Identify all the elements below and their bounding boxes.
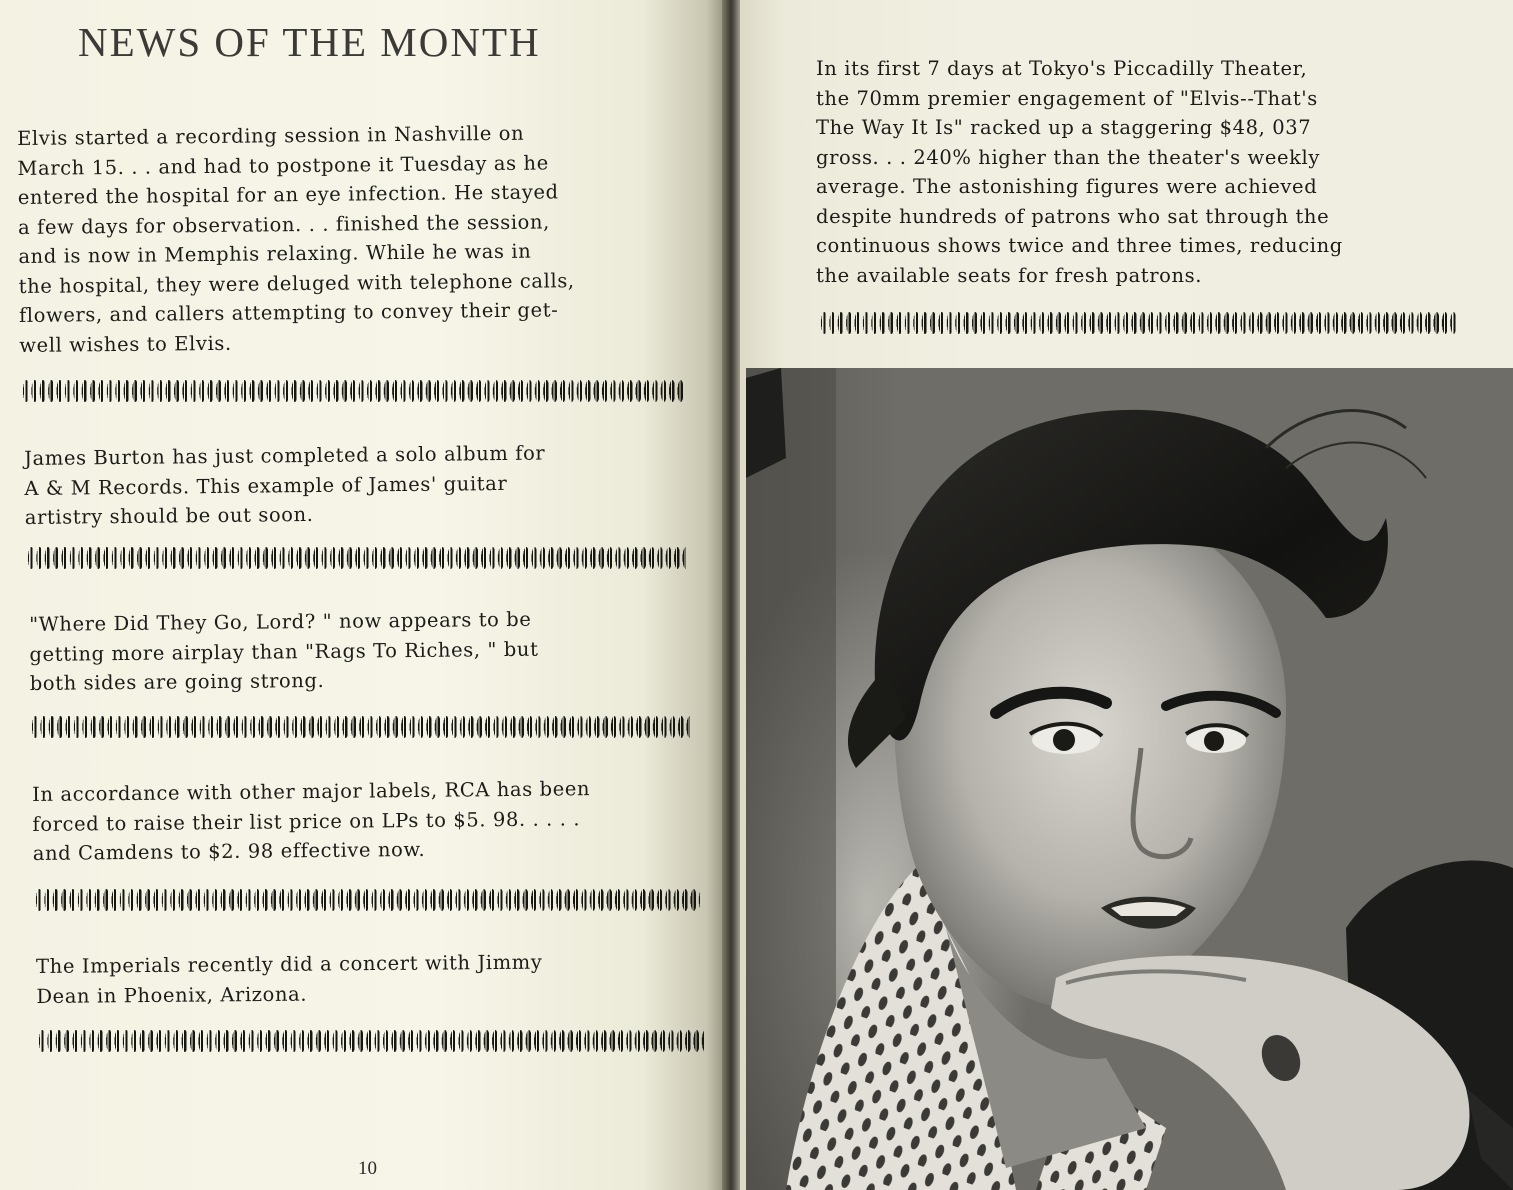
left-page: [0, 0, 728, 1190]
news-item-james-burton: James Burton has just completed a solo album for A & M Records. This example of James' guitar artistry should be out soon.: [24, 441, 546, 529]
news-item-elvis-recording: Elvis started a recording session in Nashville on March 15. . . and had to postpone it Tuesday as he entered the hospital for an eye infection. He stayed a few days for observation. . . finished the session, and is now in Memphis relaxing. While he was in the hospital, they were deluged with telephone calls, flowers, and callers attempting to convey their get- well wishes to Elvis.: [17, 121, 575, 357]
news-item-where-did-they-go: "Where Did They Go, Lord? " now appears to be getting more airplay than "Rags To Riches, " but both sides are going strong.: [29, 607, 539, 695]
ornamental-divider: [820, 312, 1458, 334]
page-title: NEWS OF THE MONTH: [78, 19, 541, 65]
ornamental-divider: [38, 1030, 704, 1052]
book-gutter: [722, 0, 742, 1190]
news-item-imperials-concert: The Imperials recently did a concert with Jimmy Dean in Phoenix, Arizona.: [36, 950, 543, 1008]
ornamental-divider: [31, 716, 690, 738]
elvis-portrait-photo: [746, 368, 1513, 1190]
news-item-rca-prices: In accordance with other major labels, RCA has been forced to raise their list price on LPs to $5. 98. . . . . and Camdens to $2. 98 effective now.: [32, 777, 591, 865]
ornamental-divider: [27, 547, 686, 569]
news-item-tokyo-theater: In its first 7 days at Tokyo's Piccadilly Theater, the 70mm premier engagement of "Elvis--That's The Way It Is" racked up a staggering $48, 037 gross. . . 240% higher than the theater's weekly average. The astonishing figures were achieved despite hundreds of patrons who sat through the continuous shows twice and three times, reducing the available seats for fresh patrons.: [816, 57, 1343, 287]
portrait-illustration: [746, 368, 1513, 1190]
ornamental-divider: [22, 380, 683, 402]
ornamental-divider: [35, 889, 700, 911]
page-number: 10: [358, 1158, 377, 1179]
